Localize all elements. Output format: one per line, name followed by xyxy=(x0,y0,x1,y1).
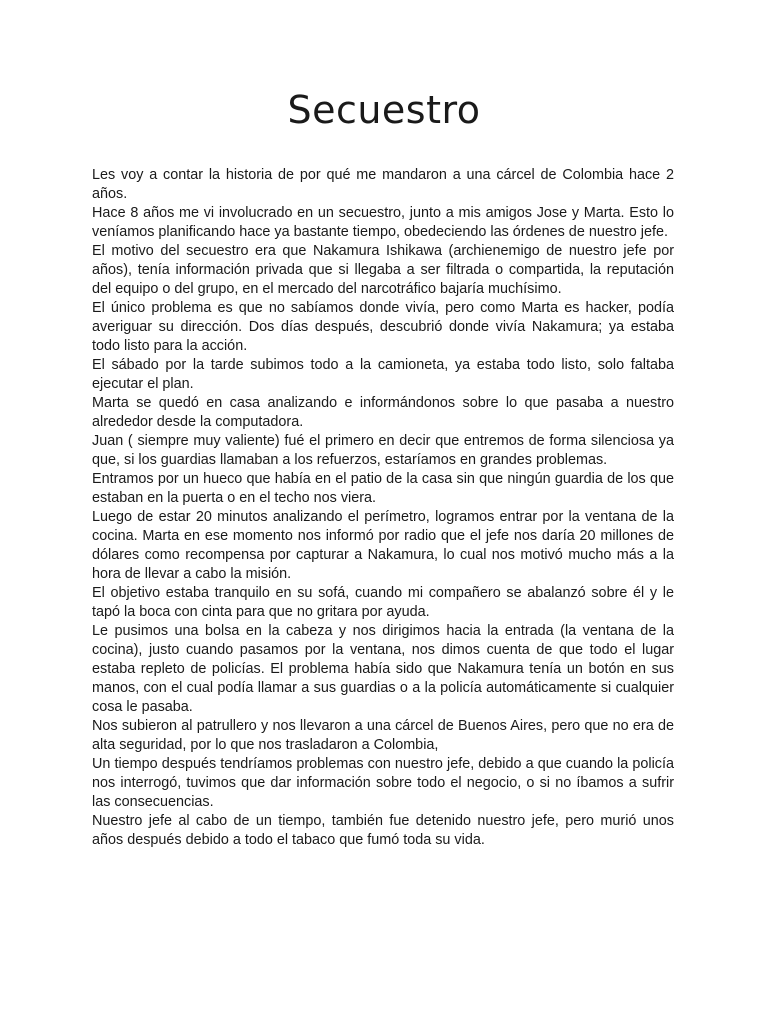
paragraph: Luego de estar 20 minutos analizando el perímetro, logramos entrar por la ventana de la cocina. Marta en ese momento nos informó por radio que el jefe nos daría 20 millones de dólares como recompensa por capturar a Nakamura, lo cual nos motivó mucho más a la hora de llevar a cabo la misión. xyxy=(92,509,674,582)
paragraph: El único problema es que no sabíamos donde vivía, pero como Marta es hacker, podía averiguar su dirección. Dos días después, descubrió donde vivía Nakamura; ya estaba todo listo para la acción. xyxy=(92,300,674,354)
paragraph: Juan ( siempre muy valiente) fué el primero en decir que entremos de forma silenciosa ya que, si los guardias llamaban a los refuerzos, estaríamos en grandes problemas. xyxy=(92,433,674,468)
paragraph: Entramos por un hueco que había en el patio de la casa sin que ningún guardia de los que estaban en la puerta o en el techo nos viera. xyxy=(92,471,674,506)
paragraph: Un tiempo después tendríamos problemas con nuestro jefe, debido a que cuando la policía nos interrogó, tuvimos que dar información sobre todo el negocio, o si no íbamos a sufrir las consecuencias. xyxy=(92,756,674,810)
paragraph: Hace 8 años me vi involucrado en un secuestro, junto a mis amigos Jose y Marta. Esto lo veníamos planificando hace ya bastante tiempo, obedeciendo las órdenes de nuestro jefe. xyxy=(92,205,674,240)
paragraph: El motivo del secuestro era que Nakamura Ishikawa (archienemigo de nuestro jefe por años), tenía información privada que si llegaba a ser filtrada o compartida, la reputación del equipo o del grupo, en el mercado del narcotráfico bajaría muchísimo. xyxy=(92,243,674,297)
paragraph: Les voy a contar la historia de por qué me mandaron a una cárcel de Colombia hace 2 años. xyxy=(92,167,674,202)
paragraph: Marta se quedó en casa analizando e informándonos sobre lo que pasaba a nuestro alrededor desde la computadora. xyxy=(92,395,674,430)
paragraph: Le pusimos una bolsa en la cabeza y nos dirigimos hacia la entrada (la ventana de la cocina), justo cuando pasamos por la ventana, nos dimos cuenta de que todo el lugar estaba repleto de policías. El problema había sido que Nakamura tenía un botón en sus manos, con el cual podía llamar a sus guardias o a la policía automáticamente si cualquier cosa le pasaba. xyxy=(92,623,674,715)
paragraph: Nuestro jefe al cabo de un tiempo, también fue detenido nuestro jefe, pero murió unos años después debido a todo el tabaco que fumó toda su vida. xyxy=(92,813,674,848)
paragraph: El objetivo estaba tranquilo en su sofá, cuando mi compañero se abalanzó sobre él y le tapó la boca con cinta para que no gritara por ayuda. xyxy=(92,585,674,620)
paragraph: El sábado por la tarde subimos todo a la camioneta, ya estaba todo listo, solo faltaba ejecutar el plan. xyxy=(92,357,674,392)
paragraph: Nos subieron al patrullero y nos llevaron a una cárcel de Buenos Aires, pero que no era de alta seguridad, por lo que nos trasladaron a Colombia, xyxy=(92,718,674,753)
document-body xyxy=(92,166,674,850)
document-title: Secuestro xyxy=(287,88,481,132)
